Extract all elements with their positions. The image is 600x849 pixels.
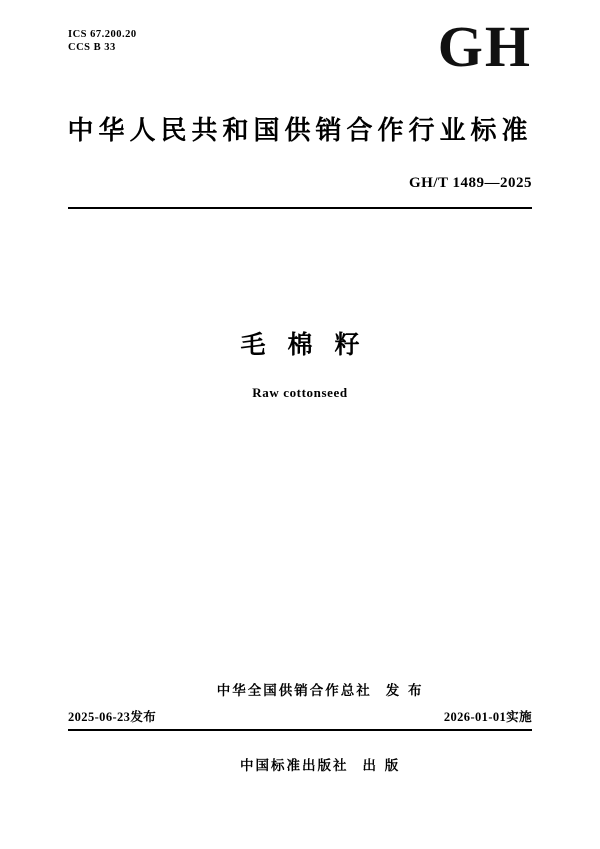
publisher-org-action: 发 布 bbox=[385, 683, 424, 699]
gh-emblem-icon: GH bbox=[437, 14, 532, 79]
issue-date: 2025-06-23发布 bbox=[68, 710, 157, 724]
publisher-org: 中华全国供销合作总社 bbox=[216, 683, 372, 699]
ccs-code: CCS B 33 bbox=[68, 42, 116, 53]
ics-code: ICS 67.200.20 bbox=[68, 29, 137, 40]
document-title: 毛棉籽 bbox=[240, 330, 382, 359]
publisher-press-line bbox=[0, 729, 600, 804]
header-divider bbox=[68, 207, 532, 209]
cover-header bbox=[68, 14, 532, 98]
issuing-authority-title: 中华人民共和国供销合作行业标准 bbox=[67, 116, 533, 146]
publisher-org-line bbox=[0, 654, 600, 729]
document-subtitle-english: Raw cottonseed bbox=[252, 385, 348, 400]
standard-number: GH/T 1489—2025 bbox=[409, 175, 532, 191]
classification-codes bbox=[68, 28, 137, 54]
implementation-date: 2026-01-01实施 bbox=[443, 710, 532, 724]
publisher-press-action: 出 版 bbox=[362, 758, 401, 774]
publisher-block bbox=[0, 654, 600, 804]
publisher-press: 中国标准出版社 bbox=[240, 758, 349, 774]
